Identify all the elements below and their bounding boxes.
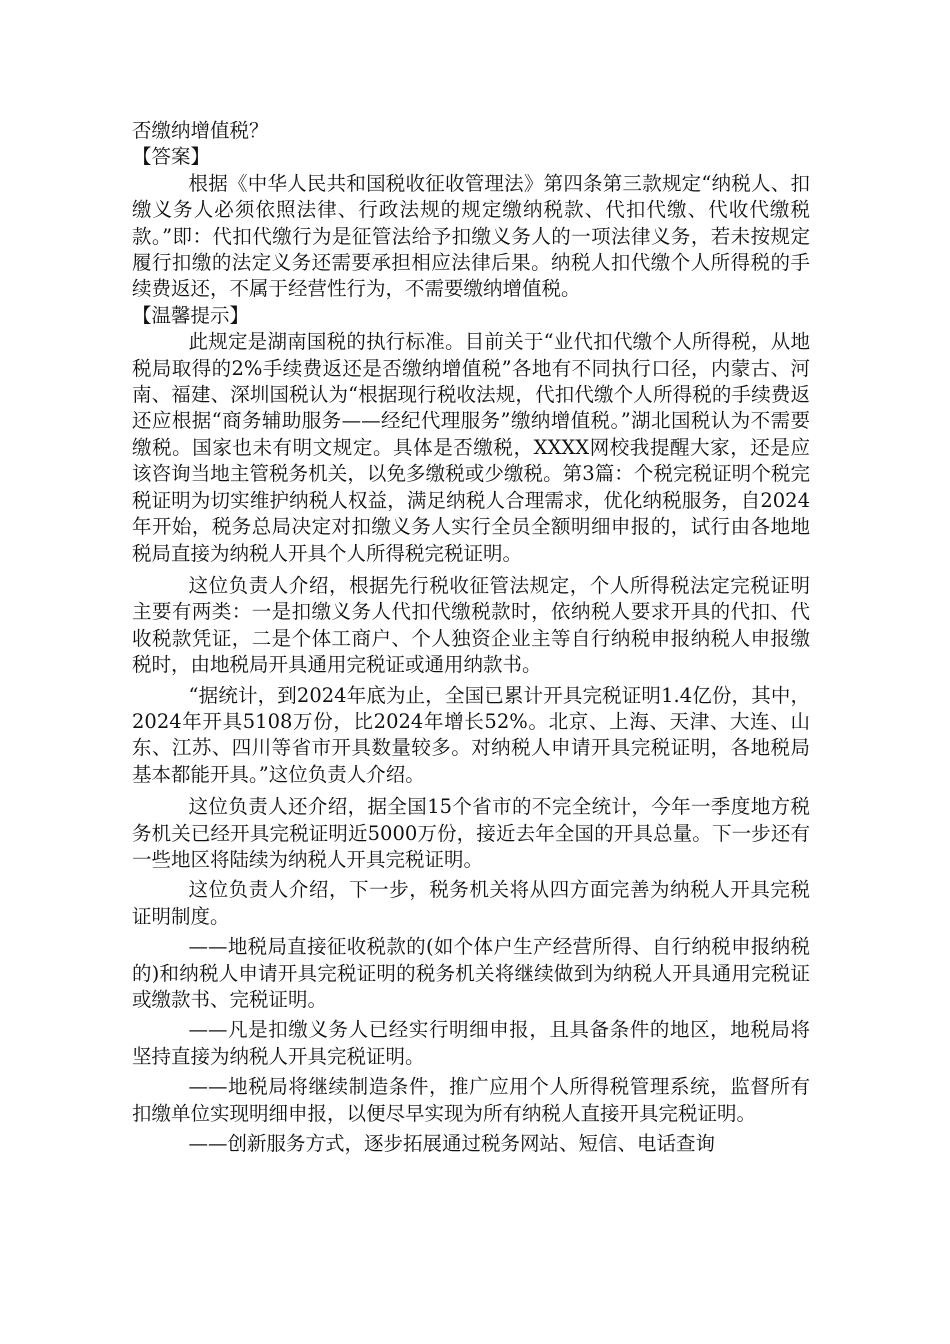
body-paragraph: 这位负责人介绍，根据先行税收征管法规定，个人所得税法定完税证明主要有两类：一是扣缴义务人代扣代缴税款时，依纳税人要求开具的代扣、代收税款凭证，二是个体工商户、个人独资企业主等自行纳税申报纳税人申报缴税时，由地税局开具通用完税证或通用纳款书。 <box>132 573 810 677</box>
list-paragraph: ——地税局直接征收税款的(如个体户生产经营所得、自行纳税申报纳税的)和纳税人申请开具完税证明的税务机关将继续做到为纳税人开具通用完税证或缴款书、完税证明。 <box>132 935 810 1011</box>
list-paragraph: ——地税局将继续制造条件，推广应用个人所得税管理系统，监督所有扣缴单位实现明细申报，以便尽早实现为所有纳税人直接开具完税证明。 <box>132 1075 810 1125</box>
document-body <box>132 118 810 1157</box>
list-paragraph: ——创新服务方式，逐步拓展通过税务网站、短信、电话查询 <box>188 1132 716 1156</box>
question-tail: 否缴纳增值税？ <box>132 119 269 142</box>
body-paragraph: 这位负责人还介绍，据全国15个省市的不完全统计，今年一季度地方税务机关已经开具完税证明近5000万份，接近去年全国的开具总量。下一步还有一些地区将陆续为纳税人开具完税证明。 <box>132 795 810 871</box>
body-paragraph: “据统计，到2024年底为止，全国已累计开具完税证明1.4亿份，其中，2024年开具5108万份，比2024年增长52%。北京、上海、天津、大连、山东、江苏、四川等省市开具数量较多。对纳税人申请开具完税证明，各地税局基本都能开具。”这位负责人介绍。 <box>132 683 810 786</box>
body-paragraph: 这位负责人介绍，下一步，税务机关将从四方面完善为纳税人开具完税证明制度。 <box>132 878 810 928</box>
tip-heading: 【温馨提示】 <box>132 303 250 327</box>
answer-heading: 【答案】 <box>132 145 211 169</box>
tip-paragraph: 此规定是湖南国税的执行标准。目前关于“业代扣代缴个人所得税，从地税局取得的2%手续费返还是否缴纳增值税”各地有不同执行口径，内蒙古、河南、福建、深圳国税认为“根据现行税收法规，代扣代缴个人所得税的手续费返还应根据“商务辅助服务——经纪代理服务”缴纳增值税。”湖北国税认为不需要缴税。国家也未有明文规定。具体是否缴税，XXXX网校我提醒大家，还是应该咨询当地主管税务机关，以免多缴税或少缴税。第3篇：个税完税证明个税完税证明为切实维护纳税人权益，满足纳税人合理需求，优化纳税服务，自2024年开始，税务总局决定对扣缴义务人实行全员全额明细申报的，试行由各地地税局直接为纳税人开具个人所得税完税证明。 <box>132 330 810 565</box>
answer-paragraph: 根据《中华人民共和国税收征收管理法》第四条第三款规定“纳税人、扣缴义务人必须依照法律、行政法规的规定缴纳税款、代扣代缴、代收代缴税款。”即：代扣代缴行为是征管法给予扣缴义务人的一项法律义务，若未按规定履行扣缴的法定义务还需要承担相应法律后果。纳税人扣代缴个人所得税的手续费返还，不属于经营性行为，不需要缴纳增值税。 <box>132 171 810 301</box>
list-paragraph: ——凡是扣缴义务人已经实行明细申报，且具备条件的地区，地税局将坚持直接为纳税人开具完税证明。 <box>132 1018 810 1068</box>
